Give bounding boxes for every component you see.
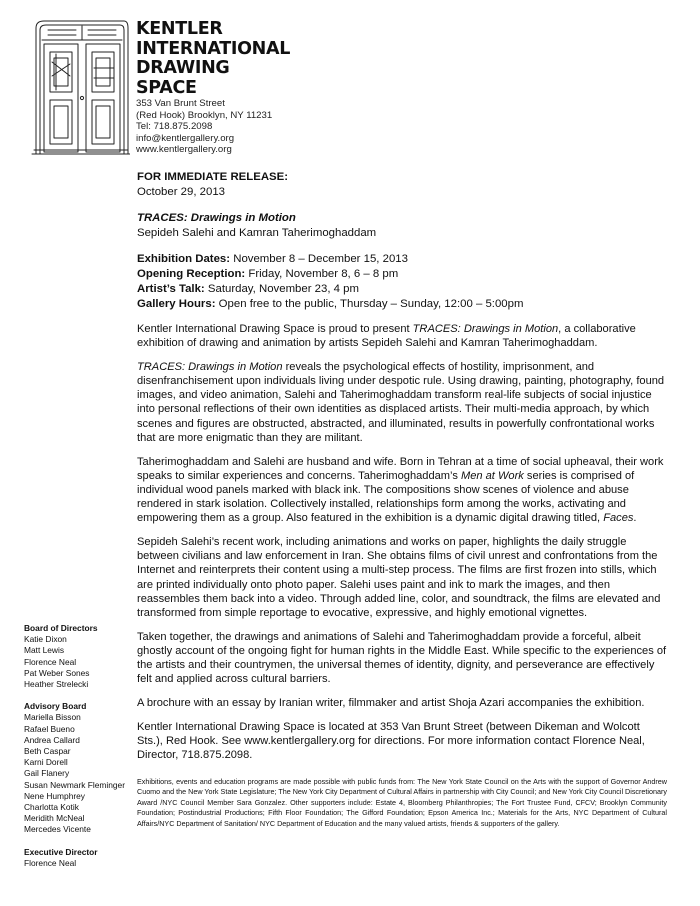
advisory-member: Gail Flanery (24, 768, 70, 779)
board-member: Matt Lewis (24, 645, 65, 656)
board-member: Florence Neal (24, 656, 77, 667)
release-date: October 29, 2013 (137, 186, 226, 198)
org-name-line-1: KENTLER (136, 19, 223, 39)
advisory-member: Charlotta Kotik (24, 802, 79, 813)
paragraph-summary: Taken together, the drawings and animations of Salehi and Taherimoghaddam provide a forceful, albeit ghostly account of the ongoing fight for human rights in the Middle East. While specific to the experiences of the artists and their countrymen, the universal themes of identity, dignity, and perseverance are effectively felt and applied across cultural barriers. (137, 630, 667, 686)
organization-contact (136, 98, 272, 156)
doorway-logo-drawing (30, 18, 130, 156)
board-sidebar (24, 623, 136, 880)
advisory-heading: Advisory Board (24, 701, 87, 712)
address-street: 353 Van Brunt Street (136, 98, 225, 109)
funders-credit: Exhibitions, events and education programs are made possible with public funds from: The New York State Council on the Arts with the support of Governor Andrew Cuomo and the New York State Legislature; The New York City Department of Cultural Affairs in partnership with City Council; and New York City Council Discretionary Award /NYC Council Member Sara Gonzalez. Other supporters include: Estate 4, Bloomberg Philanthropies; The Fort Trustee Fund, CFCV; Brooklyn Community Foundation; Postindustrial Productions; Fifth Floor Foundation; The Gifford Foundation; Epson America Inc.; Materials for the Arts, NYC Department of Cultural Affairs/NYC Department of Sanitation/ NYC Department of Education and the many valued artists, friends & supporters of the gallery. (137, 776, 667, 828)
advisory-member: Mariella Bisson (24, 712, 81, 723)
paragraph-location: Kentler International Drawing Space is located at 353 Van Brunt Street (between Dikeman and Wolcott Sts.), Red Hook. See www.kentlergallery.org for directions. For more information contact Florence Neal, Director, 718.875.2098. (137, 721, 645, 762)
org-name-line-2: INTERNATIONAL (136, 38, 291, 59)
org-name-line-4: SPACE (136, 77, 197, 98)
advisory-member: Beth Caspar (24, 746, 71, 757)
advisory-member: Andrea Callard (24, 734, 80, 745)
website-link[interactable]: www.kentlergallery.org (136, 144, 232, 156)
executive-director (24, 847, 136, 869)
release-heading: FOR IMMEDIATE RELEASE: (137, 171, 289, 183)
exhibition-title: TRACES: Drawings in Motion (137, 212, 296, 224)
advisory-board (24, 701, 136, 835)
director-heading: Executive Director (24, 846, 98, 857)
paragraph-salehi: Sepideh Salehi’s recent work, including animations and works on paper, highlights the daily struggle between civilians and law enforcement in Iran. She obtains films of civil unrest and confrontations from the Internet and reinterprets their content using a multi-step process. The films are first frozen into stills, which are printed individually onto photo paper. Salehi uses paint and ink to mark the images, and then reassembles them back into a video. Through added line, color, and soundtrack, the films are elevated and transformed from simple reportage to evocative, expressive, and highly emotional vignettes. (137, 536, 661, 619)
advisory-member: Nene Humphrey (24, 790, 85, 801)
telephone: Tel: 718.875.2098 (136, 121, 213, 133)
paragraph-intro: Kentler International Drawing Space is proud to present TRACES: Drawings in Motion, a collaborative exhibition of drawing and animation by artists Sepideh Salehi and Kamran Taherimoghaddam. (137, 323, 636, 350)
exhibition-artists: Sepideh Salehi and Kamran Taherimoghaddam (137, 227, 377, 239)
paragraph-brochure: A brochure with an essay by Iranian writer, filmmaker and artist Shoja Azari accompanies the exhibition. (137, 697, 645, 710)
exhibition-detail-dates: Exhibition Dates: November 8 – December 15, 2013 (137, 253, 408, 265)
org-name-line-3: DRAWING (136, 58, 230, 78)
board-member: Heather Strelecki (24, 679, 89, 690)
exhibition-detail-opening: Opening Reception: Friday, November 8, 6 – 8 pm (137, 268, 399, 280)
advisory-member: Meridith McNeal (24, 813, 85, 824)
paragraph-overview: TRACES: Drawings in Motion reveals the psychological effects of hostility, imprisonment, and disenfranchisement upon individuals living under despotic rule. Using drawing, painting, photography, found images, and video animation, Salehi and Taherimoghaddam transform real-life subjects of social injustice into personal reflections of their own identities as displaced artists. Their multi-media approach, by which scenes and figures are obstructed, abstracted, and illuminated, results in powerfully confrontational works that are more enigmatic than they are militant. (137, 361, 665, 444)
board-heading: Board of Directors (24, 623, 98, 633)
address-city: (Red Hook) Brooklyn, NY 11231 (136, 109, 273, 121)
advisory-member: Susan Newmark Fleminger (24, 779, 125, 790)
advisory-member: Karni Dorell (24, 757, 68, 768)
advisory-member: Rafael Bueno (24, 723, 75, 734)
email-link[interactable]: info@kentlergallery.org (136, 132, 235, 144)
organization-name (136, 20, 290, 98)
board-member: Pat Weber Sones (24, 667, 90, 678)
director-name: Florence Neal (24, 857, 77, 868)
advisory-member: Mercedes Vicente (24, 824, 91, 835)
board-of-directors (24, 623, 136, 690)
press-release-body (137, 170, 667, 830)
paragraph-taherimoghaddam: Taherimoghaddam and Salehi are husband and wife. Born in Tehran at a time of social upheaval, their work speaks to similar experiences and concerns. Taherimoghaddam’s Men at Work series is comprised of individual wood panels marked with black ink. The compositions show scenes of violence and abuse rendered in stark isolation. Collectively installed, relationships form among the works, activating and empowering them as a group. Also featured in the exhibition is a dynamic digital drawing titled, Faces. (137, 455, 664, 525)
exhibition-detail-hours: Gallery Hours: Open free to the public, Thursday – Sunday, 12:00 – 5:00pm (137, 298, 524, 310)
exhibition-detail-talk: Artist’s Talk: Saturday, November 23, 4 pm (137, 283, 360, 295)
board-member: Katie Dixon (24, 634, 67, 645)
